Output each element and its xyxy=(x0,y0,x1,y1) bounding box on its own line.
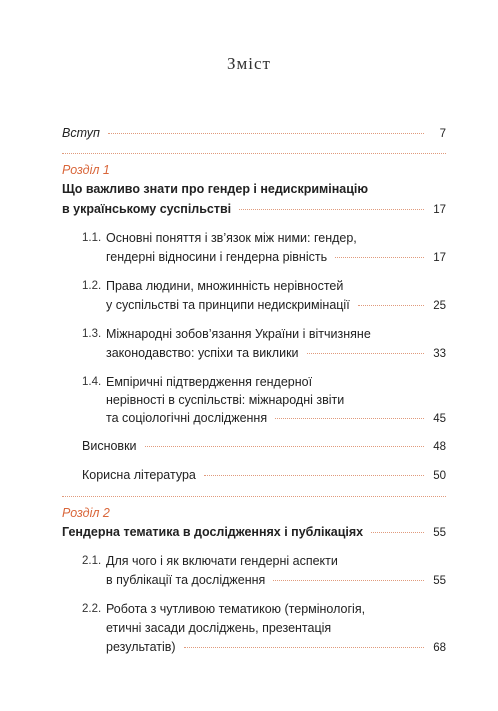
dot-leader xyxy=(204,475,424,476)
toc-item-line: та соціологічні дослідження xyxy=(106,411,268,425)
toc-page-number: 7 xyxy=(439,128,446,140)
dot-leader xyxy=(108,133,424,134)
toc-entry-label: Корисна література xyxy=(82,468,196,482)
dot-leader xyxy=(358,305,424,306)
toc-entry-1-1[interactable] xyxy=(106,249,446,266)
dot-leader xyxy=(335,257,424,258)
section-label: Розділ 1 xyxy=(62,163,110,177)
toc-page-number: 17 xyxy=(433,204,446,216)
section-label: Розділ 2 xyxy=(62,506,110,520)
toc-item-line: етичні засади досліджень, презентація xyxy=(106,621,332,635)
toc-entry-label: Вступ xyxy=(62,126,100,140)
toc-page-number: 45 xyxy=(433,413,446,425)
toc-item-number: 1.1. xyxy=(82,232,102,244)
toc-entry-section2[interactable] xyxy=(62,524,446,541)
toc-page-number: 17 xyxy=(433,252,446,264)
toc-entry-2-2[interactable] xyxy=(106,639,446,656)
toc-item-line: Для чого і як включати гендерні аспекти xyxy=(106,554,338,568)
toc-page-number: 33 xyxy=(433,348,446,360)
toc-entry-conclusions[interactable] xyxy=(82,438,446,455)
toc-item-line: нерівності в суспільстві: міжнародні звіти xyxy=(106,393,345,407)
toc-entry-label: Висновки xyxy=(82,439,137,453)
toc-entry-literature[interactable] xyxy=(82,467,446,484)
toc-item-number: 1.3. xyxy=(82,328,102,340)
dot-leader xyxy=(273,580,424,581)
toc-page-number: 68 xyxy=(433,642,446,654)
dot-leader xyxy=(275,418,424,419)
toc-page-number: 25 xyxy=(433,300,446,312)
toc-entry-1-4[interactable] xyxy=(106,410,446,427)
toc-item-line: Емпіричні підтвердження гендерної xyxy=(106,375,313,389)
toc-item-line: Права людини, множинність нерівностей xyxy=(106,279,344,293)
section-divider xyxy=(62,496,446,497)
toc-item-line: гендерні відносини і гендерна рівність xyxy=(106,250,328,264)
toc-page-number: 50 xyxy=(433,470,446,482)
toc-page-number: 55 xyxy=(433,575,446,587)
toc-item-line: результатів) xyxy=(106,640,176,654)
toc-item-number: 2.1. xyxy=(82,555,102,567)
toc-entry-section1[interactable] xyxy=(62,201,446,218)
toc-page-number: 55 xyxy=(433,527,446,539)
page-title: Зміст xyxy=(227,54,271,73)
section-title-line: Що важливо знати про гендер і недискримінацію xyxy=(62,182,369,196)
toc-item-line: Основні поняття і зв’язок між ними: гендер, xyxy=(106,231,357,245)
toc-item-number: 1.4. xyxy=(82,376,102,388)
toc-page-number: 48 xyxy=(433,441,446,453)
toc-item-line: у суспільстві та принципи недискримінації xyxy=(106,298,350,312)
toc-item-line: Міжнародні зобов’язання України і вітчизняне xyxy=(106,327,371,341)
toc-entry-1-2[interactable] xyxy=(106,297,446,314)
section-title-line: Гендерна тематика в дослідженнях і публікаціях xyxy=(62,525,364,539)
toc-entry-1-3[interactable] xyxy=(106,345,446,362)
section-divider xyxy=(62,153,446,154)
toc-item-number: 2.2. xyxy=(82,603,102,615)
toc-item-line: Робота з чутливою тематикою (термінологія, xyxy=(106,602,366,616)
toc-item-number: 1.2. xyxy=(82,280,102,292)
dot-leader xyxy=(239,209,424,210)
toc-entry-intro[interactable] xyxy=(62,125,446,142)
section-title-line: в українському суспільстві xyxy=(62,202,232,216)
dot-leader xyxy=(145,446,424,447)
dot-leader xyxy=(307,353,424,354)
dot-leader xyxy=(371,532,424,533)
toc-item-line: законодавство: успіхи та виклики xyxy=(106,346,299,360)
dot-leader xyxy=(184,647,424,648)
toc-item-line: в публікації та дослідження xyxy=(106,573,266,587)
toc-entry-2-1[interactable] xyxy=(106,572,446,589)
